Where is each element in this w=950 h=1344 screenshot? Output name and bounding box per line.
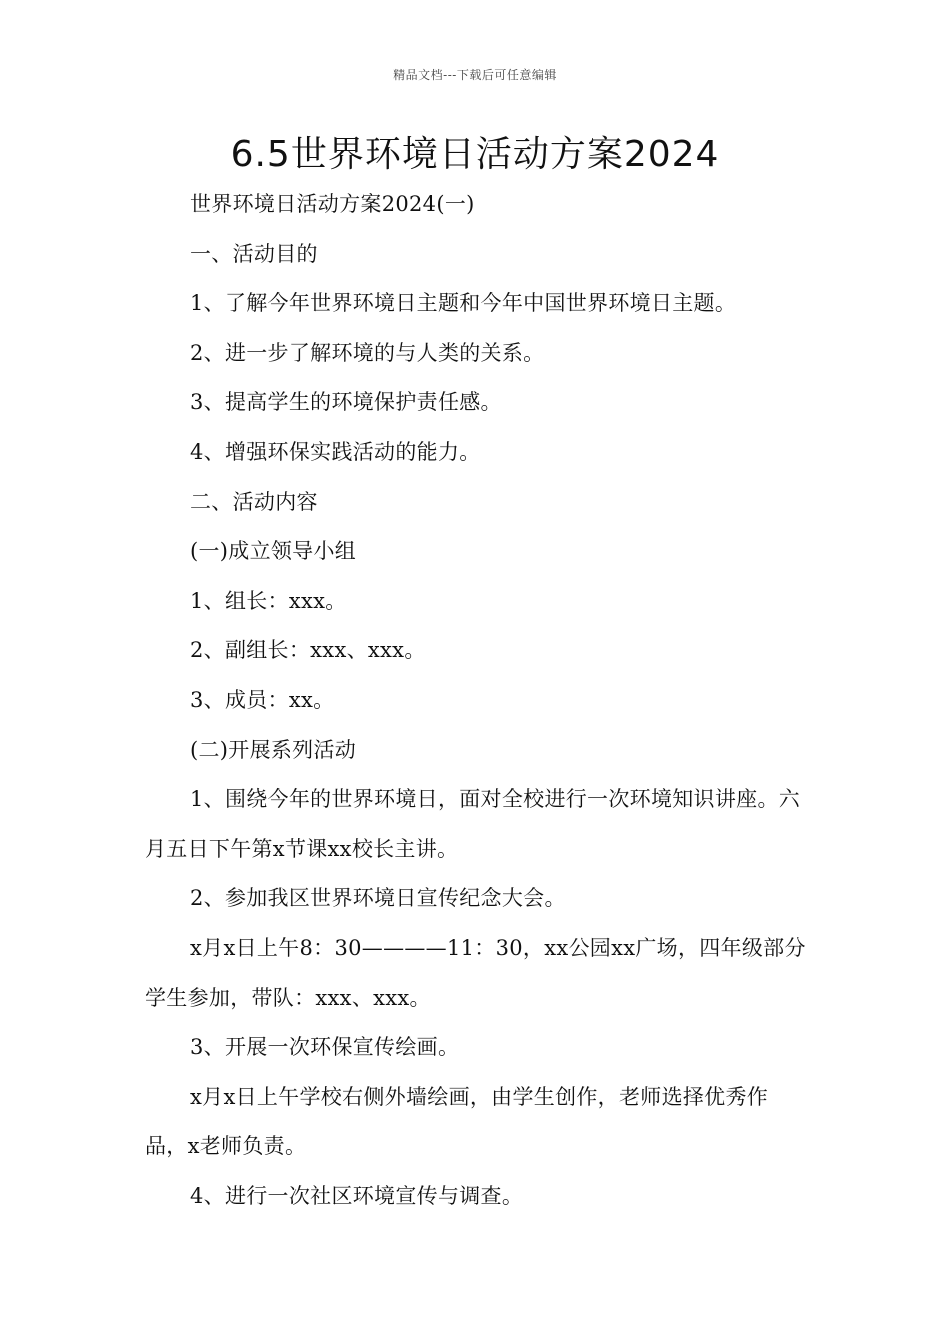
- list-item: 1、组长：xxx。: [190, 588, 347, 613]
- list-item: 1、了解今年世界环境日主题和今年中国世界环境日主题。: [190, 291, 737, 316]
- list-item: 2、进一步了解环境的与人类的关系。: [190, 340, 545, 365]
- subheading-activities: (二)开展系列活动: [190, 737, 357, 762]
- list-item: 3、成员：xx。: [190, 687, 335, 712]
- paragraph-subtitle: 世界环境日活动方案2024(一): [190, 192, 475, 216]
- paragraph: x月x日上午8：30————11：30，xx公园xx广场，四年级部分学生参加，带队：xxx、xxx。: [145, 935, 806, 1010]
- list-item: 2、副组长：xxx、xxx。: [190, 638, 426, 663]
- list-item: 2、参加我区世界环境日宣传纪念大会。: [190, 886, 566, 911]
- document-title: 6.5世界环境日活动方案2024: [230, 134, 720, 175]
- list-item: 1、围绕今年的世界环境日，面对全校进行一次环境知识讲座。六月五日下午第x节课xx校长主讲。: [145, 787, 801, 861]
- list-item: 4、进行一次社区环境宣传与调查。: [190, 1183, 524, 1208]
- list-item: 3、开展一次环保宣传绘画。: [190, 1035, 460, 1060]
- document-body: [145, 180, 810, 1221]
- header-note: 精品文档---下载后可任意编辑: [393, 68, 557, 82]
- list-item: 3、提高学生的环境保护责任感。: [190, 390, 502, 415]
- paragraph: x月x日上午学校右侧外墙绘画，由学生创作，老师选择优秀作品，x老师负责。: [145, 1084, 769, 1159]
- subheading-leadership: (一)成立领导小组: [190, 539, 357, 564]
- heading-purpose: 一、活动目的: [190, 241, 318, 266]
- list-item: 4、增强环保实践活动的能力。: [190, 439, 481, 464]
- heading-content: 二、活动内容: [190, 489, 318, 514]
